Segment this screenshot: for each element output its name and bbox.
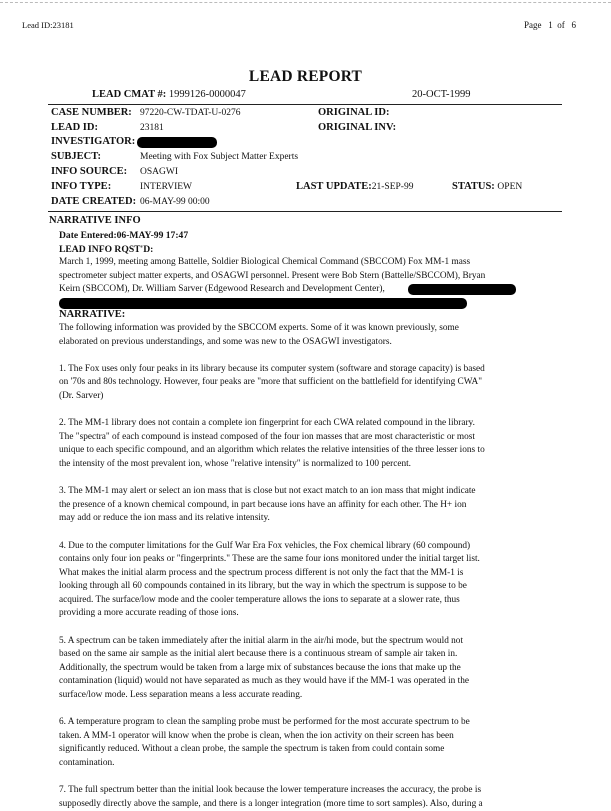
page-of: of xyxy=(557,20,565,30)
narrative-line: acquired. The surface/low mode and the cooler temperature allows the ions to separate at a slower rate, thus xyxy=(59,594,460,605)
info-type-label: INFO TYPE: xyxy=(51,181,112,192)
subject-value: Meeting with Fox Subject Matter Experts xyxy=(140,152,299,162)
narrative-paragraph xyxy=(59,716,551,770)
case-number-label: CASE NUMBER: xyxy=(51,107,132,118)
narrative-intro-line: elaborated on previous understandings, and some was new to the OSAGWI investigators. xyxy=(59,336,392,347)
page-total: 6 xyxy=(571,20,576,30)
header-lead-id: Lead ID:23181 xyxy=(22,20,74,30)
header-rule-top xyxy=(48,104,562,105)
narrative-line: the intensity of the most prevalent ion, whose "relative intensity" is normalized to 100 percent. xyxy=(59,458,412,469)
narrative-line: Additionally, the spectrum would be taken from a large mix of substances because the ions that make up the xyxy=(59,662,461,673)
attendee-redaction-1 xyxy=(408,284,516,295)
narrative-line: the presence of a known chemical compound, in part because ions have an affinity for each other. The H+ ion xyxy=(59,499,467,510)
narrative-line: may add or reduce the ion mass and its relative intensity. xyxy=(59,513,270,524)
narrative-paragraph xyxy=(59,784,551,811)
narrative-line: The "spectra" of each compound is instead composed of the four ion masses that are most characteristic or most xyxy=(59,431,476,442)
lead-info-rqstd-heading: LEAD INFO RQST'D: xyxy=(59,244,154,255)
date-entered: Date Entered:06-MAY-99 17:47 xyxy=(59,230,189,241)
attendee-redaction-2 xyxy=(59,298,467,309)
narrative-line: providing a more accurate reading of those ions. xyxy=(59,608,239,619)
narrative-line: contamination (liquid) would not have separated as much as they would have if the MM-1 was operated in the xyxy=(59,676,469,687)
info-source-label: INFO SOURCE: xyxy=(51,166,128,177)
narrative-line: contains only four ion peaks or "fingerprints." These are the same four ions monitored under the initial target list. xyxy=(59,554,480,565)
header-rule-bottom xyxy=(48,211,562,212)
narrative-body xyxy=(59,322,551,811)
narrative-heading: NARRATIVE: xyxy=(59,309,126,320)
narrative-intro xyxy=(59,322,551,349)
lead-cmat-label: LEAD CMAT #: xyxy=(92,89,167,100)
narrative-line: 7. The full spectrum better than the initial look because the lower temperature increases the accuracy, the probe is xyxy=(59,785,482,796)
date-created-label: DATE CREATED: xyxy=(51,196,137,207)
lead-cmat-value: 1999126-0000047 xyxy=(168,89,246,100)
case-number-value: 97220-CW-TDAT-U-0276 xyxy=(140,108,241,118)
rqst-line: March 1, 1999, meeting among Battelle, Soldier Biological Chemical Command (SBCCOM) Fox MM-1 mass xyxy=(59,257,471,267)
original-id-label: ORIGINAL ID: xyxy=(318,107,390,118)
investigator-redaction xyxy=(137,137,217,148)
narrative-paragraph xyxy=(59,635,551,703)
original-inv-label: ORIGINAL INV: xyxy=(318,122,397,133)
report-date: 20-OCT-1999 xyxy=(412,89,471,100)
narrative-line: looking through all 60 compounds contained in its library, but the way in which the spectrum is suppose to be xyxy=(59,581,467,592)
narrative-paragraph xyxy=(59,363,551,404)
narrative-line: based on the same air sample as the initial alert because there is a continuous stream of sample air taken in. xyxy=(59,649,458,660)
narrative-line: unique to each specific compound, and an algorithm which relates the relative intensities of the three lesser ions to xyxy=(59,445,485,456)
narrative-paragraph xyxy=(59,540,551,622)
page-top-rule xyxy=(0,2,611,4)
page-word: Page xyxy=(524,20,542,30)
narrative-line: (Dr. Sarver) xyxy=(59,390,104,401)
report-title: LEAD REPORT xyxy=(248,68,363,85)
rqst-line: spectrometer subject matter experts, and OSAGWI personnel. Present were Bob Stern (Battelle/SBCCOM), Bryan xyxy=(59,270,486,281)
narrative-line: on '70s and 80s technology. However, four peaks are "more that sufficient on the battlefield for identifying CWA" xyxy=(59,377,483,388)
narrative-line: 3. The MM-1 may alert or select an ion mass that is close but not exact match to an ion mass that might indicate xyxy=(59,486,476,497)
narrative-line: 5. A spectrum can be taken immediately after the initial alarm in the air/hi mode, but the spectrum would not xyxy=(59,635,464,646)
narrative-intro-line: The following information was provided by the SBCCOM experts. Some of it was known previously, some xyxy=(59,323,459,333)
lead-id-value: 23181 xyxy=(140,123,164,133)
narrative-line: 1. The Fox uses only four peaks in its library because its computer system (software and storage capacity) is based xyxy=(59,363,485,374)
narrative-line: 6. A temperature program to clean the sampling probe must be performed for the most accurate spectrum to be xyxy=(59,717,470,728)
rqst-line: Keirn (SBCCOM), Dr. William Sarver (Edgewood Research and Development Center), xyxy=(59,284,385,295)
last-update-value: 21-SEP-99 xyxy=(371,182,414,192)
narrative-line: supposedly directly above the sample, and there is a longer integration (more time to sort samples). Also, during a xyxy=(59,798,483,809)
subject-label: SUBJECT: xyxy=(51,151,101,162)
narrative-info-heading: NARRATIVE INFO xyxy=(49,215,141,226)
page-indicator xyxy=(524,20,576,30)
narrative-line: 2. The MM-1 library does not contain a complete ion fingerprint for each CWA related compound in the library. xyxy=(59,418,475,429)
info-source-value: OSAGWI xyxy=(140,167,178,177)
last-update-label: LAST UPDATE: xyxy=(296,181,372,192)
status-label: STATUS: xyxy=(452,181,495,192)
status-value: OPEN xyxy=(497,182,523,192)
info-type-value: INTERVIEW xyxy=(140,182,192,192)
narrative-paragraph xyxy=(59,485,551,526)
last-update xyxy=(296,181,413,192)
lead-cmat xyxy=(92,89,246,100)
narrative-line: significantly reduced. Without a clean probe, the sample the spectrum is taken from could contain some xyxy=(59,744,445,755)
investigator-label: INVESTIGATOR: xyxy=(51,136,136,147)
lead-id-label: LEAD ID: xyxy=(51,122,98,133)
date-created-value: 06-MAY-99 00:00 xyxy=(140,197,210,207)
status xyxy=(452,181,522,192)
narrative-line: taken. A MM-1 operator will know when the probe is clean, when the ion activity on their screen has been xyxy=(59,730,454,741)
narrative-paragraphs xyxy=(59,363,551,811)
page-number: 1 xyxy=(548,20,553,30)
narrative-line: 4. Due to the computer limitations for the Gulf War Era Fox vehicles, the Fox chemical library (60 compound) xyxy=(59,540,471,551)
narrative-line: contamination. xyxy=(59,758,115,768)
narrative-paragraph xyxy=(59,417,551,471)
narrative-line: What makes the initial alarm process and the spectrum process different is not only the fact that the MM-1 is xyxy=(59,567,464,578)
narrative-line: surface/low mode. Less separation means a less accurate reading. xyxy=(59,690,303,701)
